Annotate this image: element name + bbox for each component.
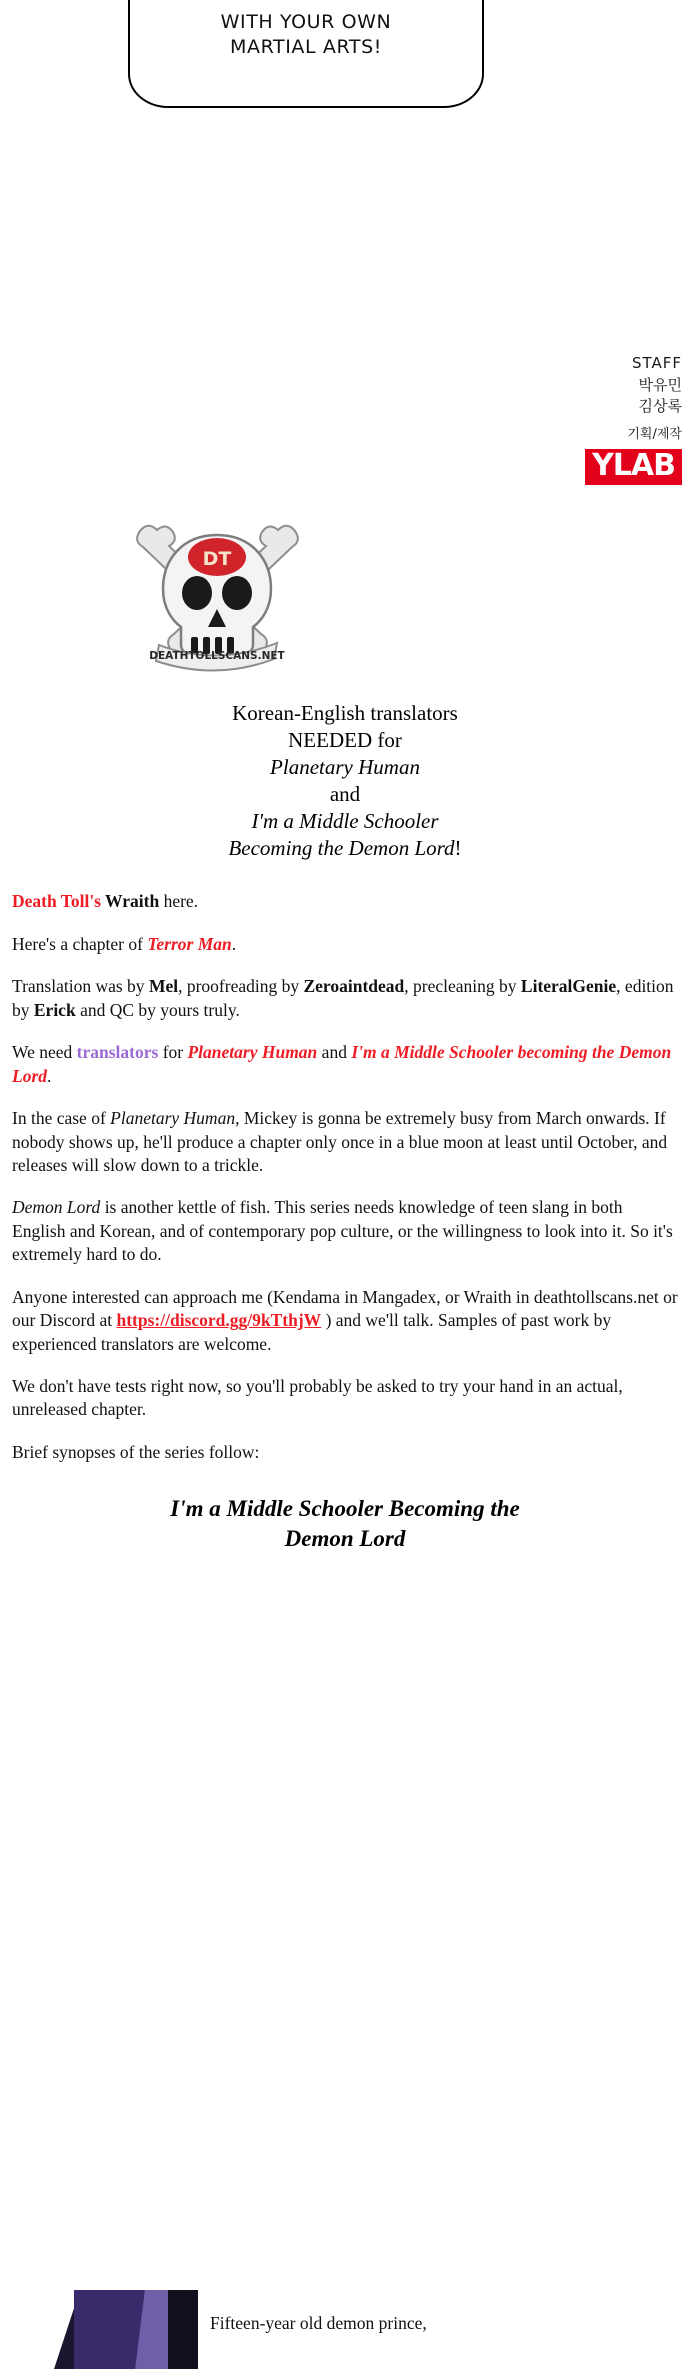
- credits-sep-3: , edition by: [12, 976, 674, 1020]
- deathtoll-scans-logo: [125, 505, 310, 675]
- speech-bubble-line-1: WITH YOUR OWN: [220, 10, 392, 33]
- chapter-lead: Here's a chapter of: [12, 933, 148, 954]
- dl-body: is another kettle of fish. This series needs knowledge of teen slang in both English and Korean, and of contemporary pop culture, or the willingness to look into it. So it's extremely hard to do.: [12, 1197, 673, 1265]
- credit-translator: Mel: [148, 976, 179, 997]
- headline-line-1: Korean-English translators: [232, 701, 458, 725]
- credit-proofreader: Zeroaintdead: [303, 976, 405, 997]
- paragraph-planetary-human: [12, 1107, 678, 1177]
- ph-lead: In the case of: [12, 1108, 111, 1129]
- credit-editor: Erick: [33, 999, 76, 1020]
- synopsis-text: Fifteen-year old demon prince,: [210, 2313, 427, 2333]
- contact-lead: Anyone interested can approach me (Kendama in Mangadex, or Wraith in deathtollscans.net or our Discord at: [12, 1286, 678, 1331]
- paragraph-contact: [12, 1286, 678, 1356]
- need-tail: .: [47, 1065, 52, 1086]
- intro-tail: here.: [159, 891, 199, 912]
- series-demon-lord: I'm a Middle Schooler becoming the Demon Lord: [12, 1042, 672, 1086]
- paragraph-need-translators: [12, 1041, 678, 1088]
- headline-series-2-line-1: I'm a Middle Schooler: [251, 809, 439, 834]
- logo-initials: DT: [202, 548, 232, 570]
- ph-body: , Mickey is gonna be extremely busy from March onwards. If nobody shows up, he'll produce a chapter only once in a blue moon at least until October, and releases will slow down to a trickle.: [12, 1108, 668, 1175]
- group-name: Death Toll's: [12, 891, 101, 912]
- headline-line-2: NEEDED for: [288, 728, 402, 753]
- panel-shape-black: [168, 2290, 198, 2369]
- section-heading-demon-lord: [12, 1494, 678, 1554]
- series-terror-man: Terror Man: [147, 933, 232, 954]
- staff-name-1: 박유민: [638, 375, 682, 394]
- paragraph-credits: [12, 975, 678, 1022]
- paragraph-chapter: [12, 933, 678, 956]
- subhead-line-2: Demon Lord: [284, 1526, 406, 1552]
- credits-lead: Translation was by: [12, 976, 149, 997]
- discord-link[interactable]: https://discord.gg/9kTthjW: [116, 1310, 322, 1331]
- headline-conjunction: and: [329, 782, 361, 807]
- headline-exclamation: !: [454, 836, 462, 861]
- chapter-period: .: [231, 933, 237, 954]
- staff-credits: [442, 352, 682, 485]
- credit-precleaner: LiteralGenie: [520, 976, 617, 997]
- headline-series-2-line-2: Becoming the Demon Lord: [228, 836, 455, 861]
- series-planetary-human: Planetary Human: [187, 1042, 318, 1063]
- speech-bubble-line-2: MARTIAL ARTS!: [230, 35, 382, 58]
- need-sep-1: for: [158, 1042, 188, 1063]
- ph-series-title: Planetary Human: [110, 1108, 236, 1129]
- role-translators: translators: [76, 1042, 159, 1063]
- translator-recruitment-notice: [12, 700, 678, 1554]
- paragraph-demon-lord: [12, 1196, 678, 1266]
- author-name: Wraith: [101, 891, 160, 912]
- credits-sep-1: , proofreading by: [178, 976, 304, 997]
- subhead-line-1: I'm a Middle Schooler Becoming the: [170, 1496, 520, 1522]
- comic-panel-art: [12, 2290, 198, 2369]
- paragraph-tests: We don't have tests right now, so you'll probably be asked to try your hand in an actual, unreleased chapter.: [12, 1376, 623, 1420]
- contact-tail: ) and we'll talk. Samples of past work by experienced translators are welcome.: [12, 1310, 612, 1354]
- synopsis-panel: [12, 2290, 678, 2369]
- headline-series-1: Planetary Human: [270, 755, 420, 780]
- staff-heading: STAFF: [631, 354, 682, 372]
- speech-bubble-body: [128, 0, 484, 108]
- speech-bubble-text: [221, 10, 392, 60]
- paragraph-synopses-lead: Brief synopses of the series follow:: [12, 1441, 260, 1462]
- dl-series-title: Demon Lord: [12, 1197, 101, 1218]
- ylab-logo-text: YLAB: [592, 448, 675, 484]
- logo-banner-text: DEATHTOLLSCANS.NET: [149, 650, 285, 662]
- need-lead: We need: [12, 1042, 77, 1063]
- staff-name-2: 김상록: [638, 397, 682, 416]
- staff-role-label: 기획/제작: [627, 427, 682, 442]
- need-sep-2: and: [317, 1042, 352, 1063]
- ylab-logo: [585, 449, 682, 485]
- paragraph-intro: [12, 890, 678, 913]
- credits-tail: and QC by yours truly.: [75, 999, 240, 1020]
- page-title: [12, 700, 678, 862]
- skull-icon: [125, 505, 310, 675]
- credits-sep-2: , precleaning by: [404, 976, 521, 997]
- speech-bubble: [128, 0, 484, 108]
